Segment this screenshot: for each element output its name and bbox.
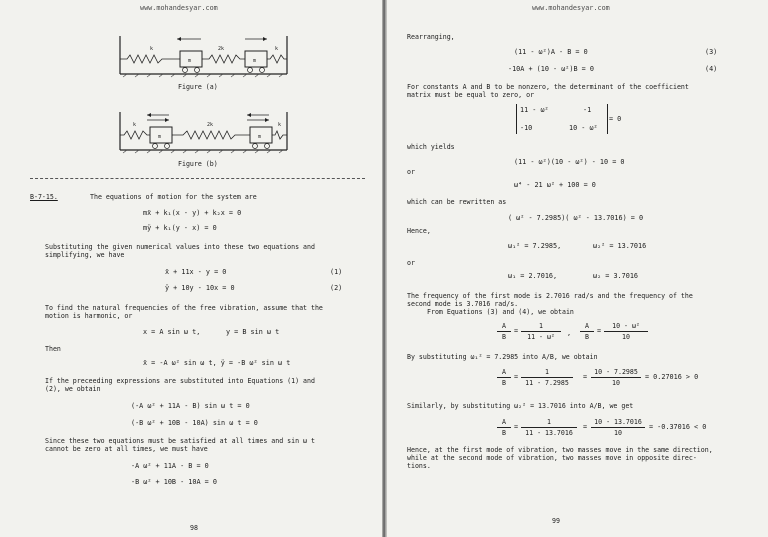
factored-eq: ( ω² - 7.2985)( ω² - 13.7016) = 0 — [508, 214, 644, 222]
omega2: ω₂ = 3.7016 — [593, 272, 639, 280]
figure-b-caption: Figure (b) — [178, 160, 218, 168]
find-line-2: motion is harmonic, or — [45, 312, 133, 320]
determinant-matrix — [516, 104, 608, 134]
mode1-result: = 0.27016 > 0 — [645, 373, 699, 381]
page-number-right: 99 — [552, 517, 560, 525]
final-eq-1: -A ω² + 11A - B = 0 — [131, 462, 209, 470]
substituted-eq-2: (-B ω² + 10B - 10A) sin ω t = 0 — [131, 419, 258, 427]
ratio-fraction-1: 1 11 - ω² — [521, 322, 561, 341]
equation-3: (11 - ω²)A - B = 0 — [514, 48, 588, 56]
fig-b-spring-1-label: k — [133, 122, 137, 128]
matrix-11: 11 - ω² — [520, 106, 549, 114]
fig-a-mass-1-label: m — [188, 58, 192, 64]
eom-1: mẍ + k₁(x - y) + k₂x = 0 — [143, 209, 242, 217]
equation-2: ÿ + 10y - 10x = 0 — [165, 284, 235, 292]
determinant-equals: = 0 — [609, 115, 622, 123]
eom-2: mÿ + k₁(y - x) = 0 — [143, 224, 217, 232]
page-number-left: 98 — [190, 524, 198, 532]
from-equations-text: From Equations (3) and (4), we obtain — [427, 308, 574, 316]
rewritten-text: which can be rewritten as — [407, 198, 507, 206]
left-page — [0, 0, 382, 537]
omega2-squared: ω₂² = 13.7016 — [593, 242, 647, 250]
fig-a-spring-1-label: k — [150, 46, 154, 52]
substituting-1-text: By substituting ω₁² = 7.2985 into A/B, we obtain — [407, 353, 598, 361]
omega1: ω₁ = 2.7016, — [508, 272, 558, 280]
since-line-2: cannot be zero at all times, we must have — [45, 445, 208, 453]
then-text: Then — [45, 345, 61, 353]
characteristic-eq-2: ω⁴ - 21 ω² + 100 = 0 — [514, 181, 596, 189]
figure-a-caption: Figure (a) — [178, 83, 218, 91]
fig-b-spring-3-label: k — [278, 122, 282, 128]
yields-text: which yields — [407, 143, 455, 151]
mode1-fraction-2: 10 - 7.2985 10 — [591, 368, 641, 387]
header-url: www.mohandesyar.com — [140, 4, 218, 12]
fig-a-spring-3-label: k — [275, 46, 279, 52]
equation-4: -10A + (10 - ω²)B = 0 — [508, 65, 594, 73]
if-line-1: If the preceeding expressions are substituted into Equations (1) and — [45, 377, 315, 385]
frequency-line-1: The frequency of the first mode is 2.7016 rad/s and the frequency of the — [407, 292, 693, 300]
determinant-line-1: For constants A and B to be nonzero, the determinant of the coefficient — [407, 83, 689, 91]
intro-text: The equations of motion for the system are — [90, 193, 257, 201]
mode1-fraction-1: 1 11 - 7.2985 — [521, 368, 573, 387]
figure-a — [115, 34, 295, 82]
matrix-21: -10 — [520, 124, 533, 132]
matrix-12: -1 — [583, 106, 592, 114]
or-text-1: or — [407, 168, 415, 176]
characteristic-eq-1: (11 - ω²)(10 - ω²) - 10 = 0 — [514, 158, 625, 166]
find-line-1: To find the natural frequencies of the free vibration, assume that the — [45, 304, 323, 312]
header-url-right: www.mohandesyar.com — [532, 4, 610, 12]
subst-line-2: simplifying, we have — [45, 251, 125, 259]
conclusion-line-1: Hence, at the first mode of vibration, two masses move in the same direction, — [407, 446, 713, 454]
mode2-ratio-AB: A B — [497, 418, 511, 437]
ratio-AB — [497, 322, 511, 341]
fig-a-mass-2-label: m — [253, 58, 257, 64]
fig-b-mass-2-label: m — [258, 134, 262, 140]
mode2-fraction-2: 10 - 13.7016 10 — [591, 418, 645, 437]
mode1-ratio-AB: A B — [497, 368, 511, 387]
ratio-fraction-2: 10 - ω² 10 — [604, 322, 648, 341]
or-text-2: or — [407, 259, 415, 267]
equation-4-number: (4) — [705, 65, 718, 73]
equation-3-number: (3) — [705, 48, 718, 56]
problem-id: B-7-15. — [30, 193, 58, 201]
omega1-squared: ω₁² = 7.2985, — [508, 242, 562, 250]
equation-1-number: (1) — [330, 268, 343, 276]
ratio-B: B — [502, 333, 506, 341]
conclusion-line-2: while at the second mode of vibration, two masses move in opposite direc- — [407, 454, 697, 462]
ratio-A: A — [502, 322, 506, 330]
equation-1: ẍ + 11x - y = 0 — [165, 268, 227, 276]
matrix-22: 10 - ω² — [569, 124, 598, 132]
harmonic-y: y = B sin ω t — [226, 328, 280, 336]
hence-text-1: Hence, — [407, 227, 431, 235]
final-eq-2: -B ω² + 10B - 10A = 0 — [131, 478, 217, 486]
mode2-result: = -0.37016 < 0 — [649, 423, 707, 431]
figure-b — [115, 110, 295, 158]
if-line-2: (2), we obtain — [45, 385, 101, 393]
fig-a-spring-2-label: 2k — [218, 46, 225, 52]
since-line-1: Since these two equations must be satisfied at all times and sin ω t — [45, 437, 315, 445]
determinant-line-2: matrix must be equal to zero, or — [407, 91, 535, 99]
ratio-AB-2: A B — [580, 322, 594, 341]
substituting-2-text: Similarly, by substituting ω₂² = 13.7016 into A/B, we get — [407, 402, 634, 410]
mode2-fraction-1: 1 11 - 13.7016 — [521, 418, 577, 437]
right-page: www.mohandesyar.com Rearranging, (11 - ω²)A - B = 0 (3) -10A + (10 - ω²)B = 0 (4) For constants A and B to be nonzero, the determinant of the coefficient matrix must be equal to zero, or 11 - ω² -1 -10 10 - ω² = 0 which yields (11 - ω²)(10 - ω²) - 10 = 0 or ω⁴ - 21 ω² + 100 = 0 which can be rewritten as ( ω² - 7.2985)( ω² - 13.7016) = 0 Hence, ω₁² = 7.2985, ω₂² = 13.7016 or ω₁ = 2.7016, ω₂ = 3.7016 The frequency of the first mode is 2.7016 rad/s and the frequency of the second mode is 3.7016 rad/s. From Equations (3) and (4), we obtain A B = 1 11 - ω² , A B = 10 - ω² 10 By substituting ω₁² = 7.2985 into A/B, we obtain A B = 1 11 - 7.2985 = 10 - 7.2985 10 = 0.27016 > 0 Similarly, by substituting ω₂² = 13.7016 into A/B, we get A B = 1 11 - 13.7016 = 10 - 13.7016 10 = -0.37016 < 0 Hence, at the first mode of vibration, two masses move in the same direction, while at the second mode of vibration, two masses move in opposite direc- tions. 99 — [387, 0, 768, 537]
fig-b-spring-2-label: 2k — [207, 122, 214, 128]
equation-2-number: (2) — [330, 284, 343, 292]
section-divider — [30, 178, 365, 179]
subst-line-1: Substituting the given numerical values into these two equations and — [45, 243, 315, 251]
conclusion-line-3: tions. — [407, 462, 431, 470]
rearranging-text: Rearranging, — [407, 33, 455, 41]
fig-b-mass-1-label: m — [158, 134, 162, 140]
frequency-line-2: second mode is 3.7016 rad/s. — [407, 300, 519, 308]
substituted-eq-1: (-A ω² + 11A - B) sin ω t = 0 — [131, 402, 250, 410]
acceleration-expressions: ẍ = -A ω² sin ω t, ÿ = -B ω² sin ω t — [143, 359, 291, 367]
harmonic-x: x = A sin ω t, — [143, 328, 201, 336]
